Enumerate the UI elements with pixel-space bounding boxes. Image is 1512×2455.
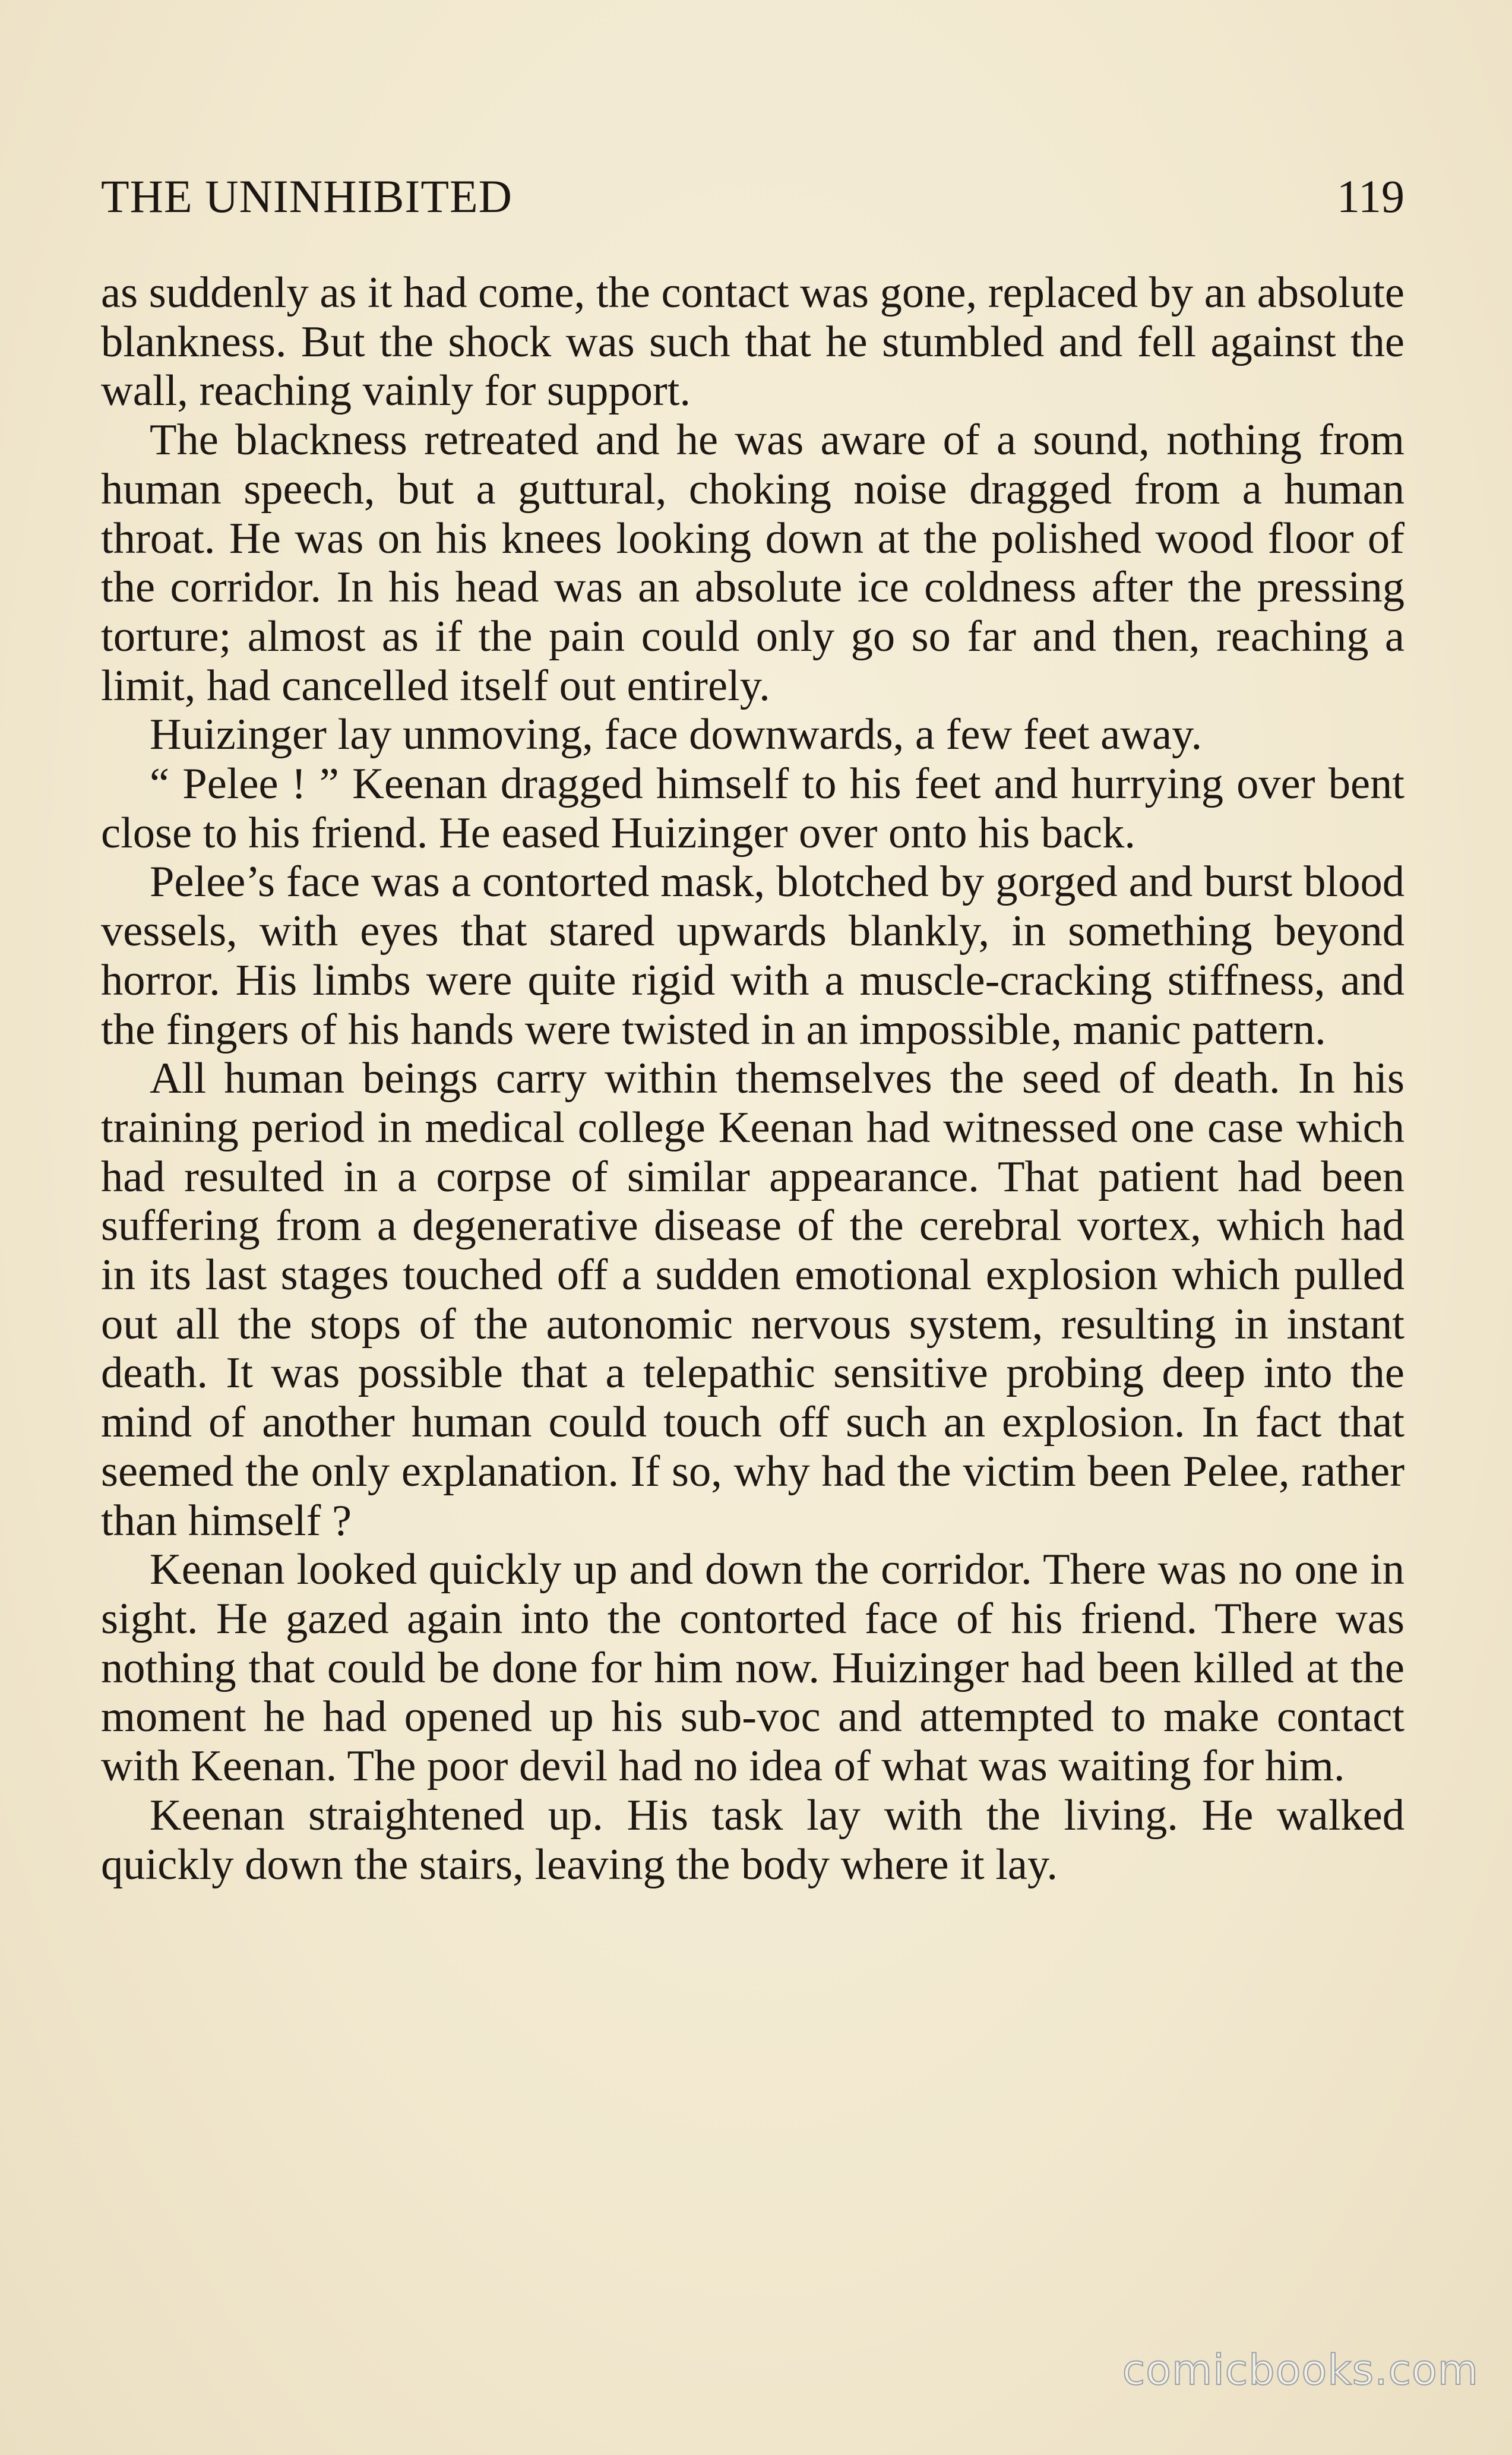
paragraph: “ Pelee ! ” Keenan dragged himself to his feet and hurrying over bent close to his friend. He eased Huizinger over onto his back.: [101, 760, 1405, 858]
paragraph: Keenan straightened up. His task lay with the living. He walked quickly down the stairs, leaving the body where it lay.: [101, 1790, 1405, 1889]
paragraph: Pelee’s face was a contorted mask, blotched by gorged and burst blood vessels, with eyes that stared upwards blankly, in something beyond horror. His limbs were quite rigid with a muscle-cracking stiffness, and the fingers of his hands were twisted in an impossible, manic pattern.: [101, 858, 1405, 1054]
paragraph: Huizinger lay unmoving, face downwards, a few feet away.: [150, 710, 1203, 760]
running-header: [101, 170, 1405, 223]
paragraph: The blackness retreated and he was aware of a sound, nothing from human speech, but a guttural, choking noise dragged from a human throat. He was on his knees looking down at the polished wood floor of the corridor. In his head was an absolute ice coldness after the pressing torture; almost as if the pain could only go so far and then, reaching a limit, had cancelled itself out entirely.: [101, 416, 1405, 710]
body-text: [101, 268, 1405, 1889]
watermark: comicbooks.com: [1122, 2346, 1479, 2394]
paragraph: Keenan looked quickly up and down the corridor. There was no one in sight. He gazed again into the contorted face of his friend. There was nothing that could be done for him now. Huizinger had been killed at the moment he had opened up his sub-voc and attempted to make contact with Keenan. The poor devil had no idea of what was waiting for him.: [101, 1545, 1405, 1791]
paragraph: All human beings carry within themselves the seed of death. In his training period in medical college Keenan had witnessed one case which had resulted in a corpse of similar appearance. That patient had been suffering from a degenerative disease of the cerebral vortex, which had in its last stages touched off a sudden emotional explosion which pulled out all the stops of the autonomic nervous system, resulting in instant death. It was possible that a telepathic sensitive probing deep into the mind of another human could touch off such an explosion. In fact that seemed the only explanation. If so, why had the victim been Pelee, rather than himself ?: [101, 1054, 1405, 1545]
running-title: THE UNINHIBITED: [101, 170, 513, 222]
page-number: 119: [1336, 170, 1405, 222]
paragraph: as suddenly as it had come, the contact was gone, replaced by an absolute blankness. But the shock was such that he stumbled and fell against the wall, reaching vainly for support.: [101, 268, 1405, 416]
